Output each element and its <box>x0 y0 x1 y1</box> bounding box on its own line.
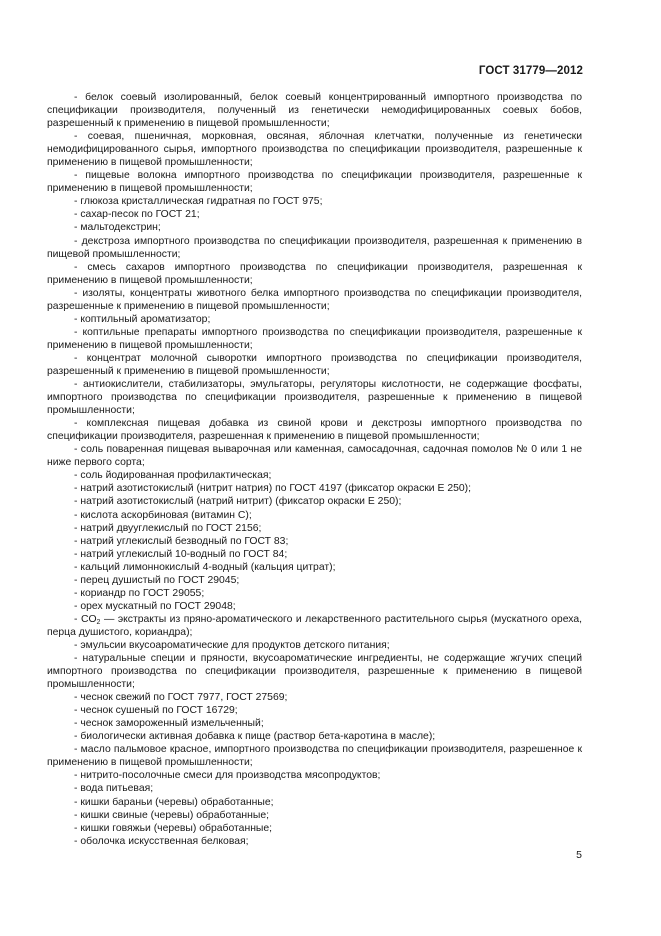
list-item: - масло пальмовое красное, импортного производства по спецификации производителя, разрешенное к применению в пищевой промышленности; <box>47 744 582 769</box>
list-item: - натрий азотистокислый (натрий нитрит) (фиксатор окраски Е 250); <box>74 496 402 508</box>
list-item: - коптильный ароматизатор; <box>74 313 211 325</box>
list-item: - перец душистый по ГОСТ 29045; <box>74 574 240 586</box>
list-item: - эмульсии вкусоароматические для продуктов детского питания; <box>74 639 390 651</box>
list-item: - мальтодекстрин; <box>74 222 161 234</box>
list-item: - глюкоза кристаллическая гидратная по ГОСТ 975; <box>74 196 323 208</box>
list-item: - нитрито-посолочные смеси для производства мясопродуктов; <box>74 770 381 782</box>
list-item: - натрий углекислый 10-водный по ГОСТ 84; <box>74 548 288 560</box>
list-item: - кишки бараньи (черевы) обработанные; <box>74 796 274 808</box>
list-item: - белок соевый изолированный, белок соевый концентрированный импортного производства по спецификации производителя, полученный из генетически немодифицированных соевых бобов, разрешенный к применению в пищевой промышленности; <box>47 92 582 130</box>
list-item: - смесь сахаров импортного производства по спецификации производителя, разрешенная к применению в пищевой промышленности; <box>47 261 582 286</box>
list-item: - натрий углекислый безводный по ГОСТ 83; <box>74 535 289 547</box>
list-item: - кишки говяжьи (черевы) обработанные; <box>74 822 273 834</box>
page-number: 5 <box>576 849 582 861</box>
list-item: - чеснок сушеный по ГОСТ 16729; <box>74 705 238 717</box>
list-item: - биологически активная добавка к пище (раствор бета-каротина в масле); <box>74 731 436 743</box>
list-item: - антиокислители, стабилизаторы, эмульгаторы, регуляторы кислотности, не содержащие фосфаты, импортного производства по спецификации производителя, разрешенные к применению в пищевой промышленности; <box>47 379 582 417</box>
list-item: - кислота аскорбиновая (витамин С); <box>74 509 252 521</box>
list-item: - комплексная пищевая добавка из свиной крови и декстрозы импортного производства по спецификации производителя, разрешенная к применению в пищевой промышленности; <box>47 418 582 443</box>
document-header: ГОСТ 31779—2012 <box>478 65 583 77</box>
list-item: - чеснок свежий по ГОСТ 7977, ГОСТ 27569; <box>74 692 288 704</box>
list-item: - натрий азотистокислый (нитрит натрия) по ГОСТ 4197 (фиксатор окраски Е 250); <box>74 483 472 495</box>
list-item-co2 <box>47 613 582 639</box>
list-item: - соль йодированная профилактическая; <box>74 470 272 482</box>
list-item: - чеснок замороженный измельченный; <box>74 718 264 730</box>
ingredients-list <box>47 91 582 848</box>
list-item: - декстроза импортного производства по спецификации производителя, разрешенная к применению в пищевой промышленности; <box>47 235 582 260</box>
list-item: - изоляты, концентраты животного белка импортного производства по спецификации производителя, разрешенные к применению в пищевой промышленности; <box>47 287 582 312</box>
list-item: - оболочка искусственная белковая; <box>74 835 249 847</box>
list-item: - пищевые волокна импортного производства по спецификации производителя, разрешенные к применению в пищевой промышленности; <box>47 170 582 195</box>
list-item: - коптильные препараты импортного производства по спецификации производителя, разрешенные к применению в пищевой промышленности; <box>47 326 582 351</box>
co2-subscript: 2 <box>96 618 101 626</box>
list-item: - орех мускатный по ГОСТ 29048; <box>74 600 236 612</box>
list-item: - сахар-песок по ГОСТ 21; <box>74 209 200 221</box>
list-item: - соевая, пшеничная, морковная, овсяная, яблочная клетчатки, полученные из генетически немодифицированного сырья, импортного производства по спецификации производителя, разрешенные к применению в пищевой промышленности; <box>47 131 582 169</box>
list-item: - соль поваренная пищевая выварочная или каменная, самосадочная, садочная помолов № 0 или 1 не ниже первого сорта; <box>47 444 582 469</box>
co2-prefix: - CO <box>74 613 97 625</box>
list-item: - кишки свиные (черевы) обработанные; <box>74 809 270 821</box>
list-item: - вода питьевая; <box>74 783 154 795</box>
list-item: - концентрат молочной сыворотки импортного производства по спецификации производителя, разрешенный к применению в пищевой промышленности; <box>47 352 582 377</box>
co2-text: — экстракты из пряно-ароматического и лекарственного растительного сырья (мускатного ореха, перца душистого, кориандра); <box>47 613 583 638</box>
list-item: - натрий двууглекислый по ГОСТ 2156; <box>74 522 262 534</box>
list-item: - кориандр по ГОСТ 29055; <box>74 587 205 599</box>
list-item: - натуральные специи и пряности, вкусоароматические ингредиенты, не содержащие жгучих специй импортного производства по спецификации производителя, разрешенные к применению в пищевой промышленности; <box>47 653 582 691</box>
list-item: - кальций лимоннокислый 4-водный (кальция цитрат); <box>74 561 336 573</box>
